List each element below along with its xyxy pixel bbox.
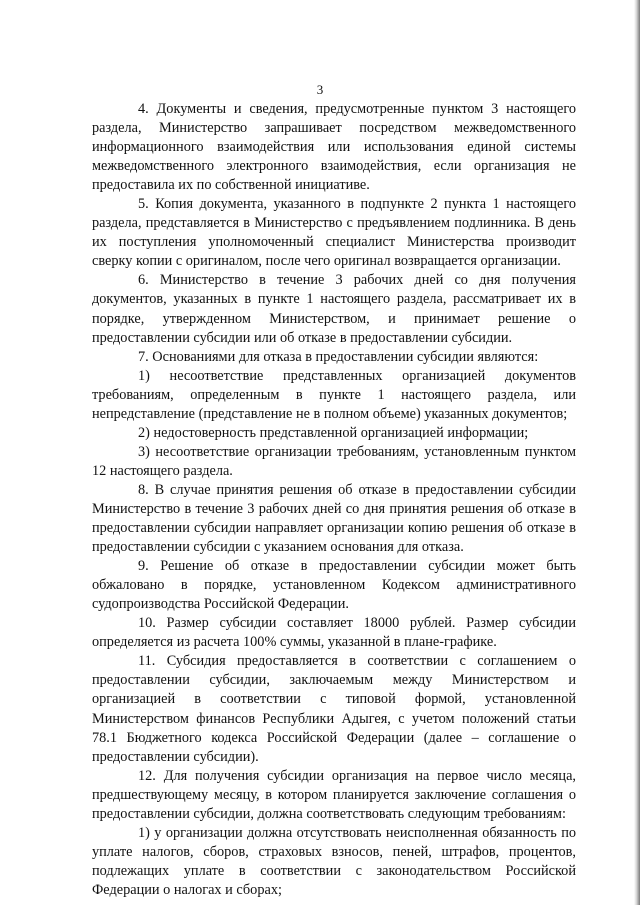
paragraph-10: 10. Размер субсидии составляет 18000 рублей. Размер субсидии определяется из расчета 100% суммы, указанной в плане-графике. xyxy=(92,615,576,651)
paragraph-7-item-3: 3) несоответствие организации требованиям, установленным пунктом 12 настоящего раздела. xyxy=(92,443,576,479)
document-body xyxy=(92,100,576,900)
paragraph-7-item-1: 1) несоответствие представленных организацией документов требованиям, определенным в пункте 1 настоящего раздела, или непредставление (представление не в полном объеме) указанных документов; xyxy=(92,367,576,422)
page-number: 3 xyxy=(316,82,324,97)
page-edge-shadow xyxy=(634,0,640,905)
paragraph-11: 11. Субсидия предоставляется в соответствии с соглашением о предоставлении субсидии, заключаемым между Министерством и организацией в соответствии с типовой формой, установленной Министерством финансов Республики Адыгея, с учетом положений статьи 78.1 Бюджетного кодекса Российской Федерации (далее – соглашение о предоставлении субсидии). xyxy=(92,653,576,765)
paragraph-9: 9. Решение об отказе в предоставлении субсидии может быть обжаловано в порядке, установленном Кодексом административного судопроизводства Российской Федерации. xyxy=(92,558,576,613)
paragraph-4: 4. Документы и сведения, предусмотренные пунктом 3 настоящего раздела, Министерство запрашивает посредством межведомственного информационного взаимодействия или использования единой системы межведомственного электронного взаимодействия, если организация не предоставила их по собственной инициативе. xyxy=(92,101,576,194)
paragraph-7-item-2: 2) недостоверность представленной организацией информации; xyxy=(138,424,529,441)
paragraph-12-item-1: 1) у организации должна отсутствовать неисполненная обязанность по уплате налогов, сборов, страховых взносов, пеней, штрафов, процентов, подлежащих уплате в соответствии с законодательством Российской Федерации о налогах и сборах; xyxy=(92,824,576,898)
paragraph-6: 6. Министерство в течение 3 рабочих дней со дня получения документов, указанных в пункте 1 настоящего раздела, рассматривает их в порядке, утвержденном Министерством, и принимает решение о предоставлении субсидии или об отказе в предоставлении субсидии. xyxy=(92,272,576,346)
paragraph-12: 12. Для получения субсидии организация на первое число месяца, предшествующему месяцу, в котором планируется заключение соглашения о предоставлении субсидии, должна соответствовать следующим требованиям: xyxy=(92,767,576,822)
paragraph-5: 5. Копия документа, указанного в подпункте 2 пункта 1 настоящего раздела, представляется в Министерство с предъявлением подлинника. В день их поступления уполномоченный специалист Министерства производит сверку копии с оригиналом, после чего оригинал возвращается организации. xyxy=(92,196,576,270)
paragraph-7: 7. Основаниями для отказа в предоставлении субсидии являются: xyxy=(138,348,539,365)
paragraph-8: 8. В случае принятия решения об отказе в предоставлении субсидии Министерство в течение 3 рабочих дней со дня принятия решения об отказе в предоставлении субсидии направляет организации копию решения об отказе в предоставлении субсидии с указанием основания для отказа. xyxy=(92,481,576,556)
